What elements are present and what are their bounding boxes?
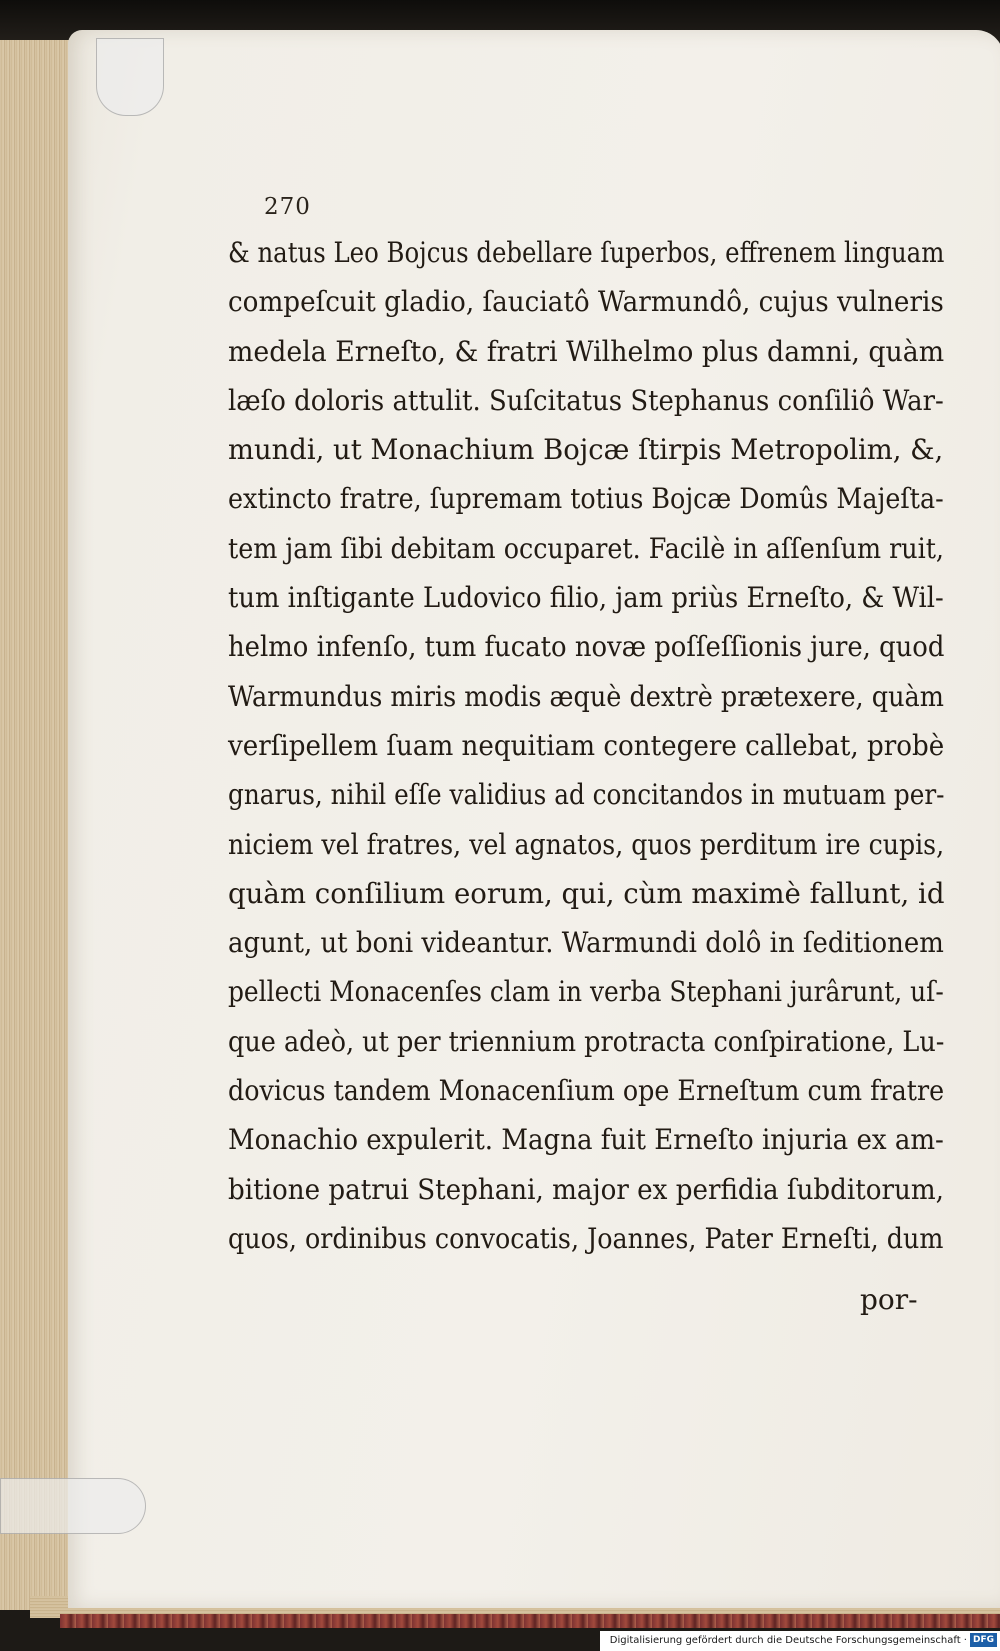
binding-edge <box>60 1614 1000 1628</box>
text-line: & natus Leo Bojcus debellare ſuperbos, effrenem linguam <box>228 236 945 269</box>
text-line: pellecti Monacenſes clam in verba Stephani jurârunt, uſ- <box>228 975 944 1009</box>
digitization-credit <box>600 1631 1000 1651</box>
bookmark-tab-bottom <box>0 1478 146 1534</box>
text-line: Monachio expulerit. Magna fuit Erneſto injuria ex am- <box>228 1123 944 1157</box>
text-line: extincto fratre, ſupremam totius Bojcæ Domûs Majeſta- <box>228 482 944 516</box>
text-line: gnarus, nihil eſſe validius ad concitandos in mutuam per- <box>228 778 945 812</box>
text-line: agunt, ut boni videantur. Warmundi dolô in ſeditionem <box>228 926 944 960</box>
text-line: quàm conſilium eorum, qui, cùm maximè fallunt, id <box>228 876 945 910</box>
text-line: mundi, ut Monachium Bojcæ ſtirpis Metropolim, &, <box>228 433 944 467</box>
text-line: medela Erneſto, & fratri Wilhelmo plus damni, quàm <box>228 334 945 368</box>
bookmark-tab-top <box>96 38 164 116</box>
text-line: Warmundus miris modis æquè dextrè prætexere, quàm <box>228 679 944 713</box>
text-line: tem jam ſibi debitam occuparet. Facilè in aſſenſum ruit, <box>228 531 945 565</box>
credit-text: Digitalisierung gefördert durch die Deutsche Forschungsgemeinschaft · <box>609 1635 967 1646</box>
text-line: helmo infenſo, tum fucato novæ poſſeſſionis jure, quod <box>228 630 945 664</box>
text-line: que adeò, ut per triennium protracta conſpiratione, Lu- <box>228 1024 945 1058</box>
text-line: verſipellem ſuam nequitiam contegere callebat, probè <box>228 728 945 762</box>
catchword: por- <box>860 1283 918 1316</box>
dfg-logo-icon: DFG <box>970 1633 997 1647</box>
text-line: compeſcuit gladio, ſauciatô Warmundô, cujus vulneris <box>228 285 944 319</box>
body-text <box>228 228 944 1263</box>
text-line: quos, ordinibus convocatis, Joannes, Pater Erneſti, dum <box>228 1221 944 1255</box>
page-number: 270 <box>264 194 311 220</box>
text-line: tum inſtigante Ludovico filio, jam priùs Erneſto, & Wil- <box>228 581 944 615</box>
text-line: læſo doloris attulit. Suſcitatus Stephanus conſiliô War- <box>228 383 944 417</box>
text-line: niciem vel fratres, vel agnatos, quos perditum ire cupis, <box>228 827 945 861</box>
text-line: bitione patrui Stephani, major ex perfidia ſubditorum, <box>228 1172 944 1206</box>
text-line: dovicus tandem Monacenſium ope Erneſtum cum fratre <box>228 1074 945 1108</box>
